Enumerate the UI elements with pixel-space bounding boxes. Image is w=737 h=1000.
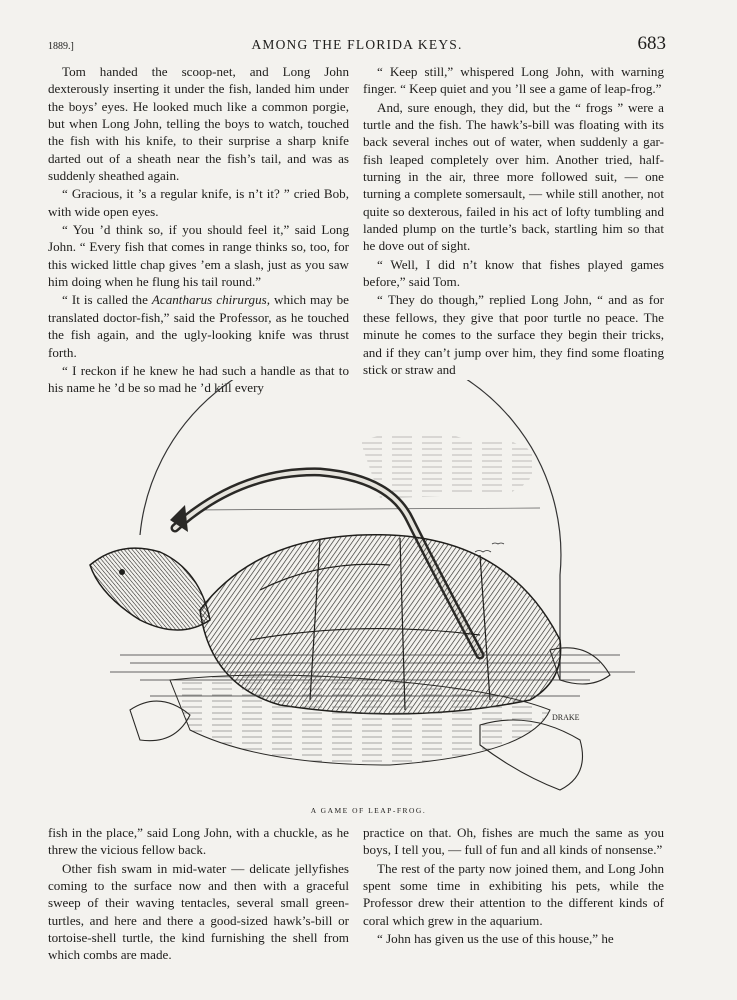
- running-header: [48, 34, 666, 60]
- page-number: 683: [637, 33, 666, 54]
- paragraph: Tom handed the scoop-net, and Long John dexterously inserting it under the fish, landed him under the boys’ eyes. He looked much like a common porgie, but when Long John, telling the boys to watch, touched the fish with his knife, to their surprise a sharp knife darted out of a sheath near the fish’s tail, and was as suddenly sheathed again.: [48, 64, 349, 184]
- figure-caption: A GAME OF LEAP-FROG.: [310, 806, 427, 815]
- paragraph: “ Keep still,” whispered Long John, with warning finger. “ Keep quiet and you ’ll see a game of leap-frog.”: [363, 64, 664, 97]
- paragraph: Other fish swam in mid-water — delicate jellyfishes coming to the surface now and then with a graceful sweep of their waving tentacles, several small green-turtles, and here and there a good-sized hawk’s-bill or tortoise-shell turtle, the kind furnishing the shell from which combs are made.: [48, 860, 349, 963]
- species-name: Acantharus chirurgus,: [151, 292, 271, 308]
- text-run: which may be translated doctor-fish,” said the Professor, as he touched the fish again, and the ugly-looking knife was thrust forth.: [48, 292, 349, 360]
- paragraph: [48, 291, 349, 360]
- paragraph: And, sure enough, they did, but the “ frogs ” were a turtle and the fish. The hawk’s-bill was floating with its back several inches out of water, when suddenly a gar-fish leaped completely over him. Another tried, half-turning in the air, three more followed suit, — one turning a complete somersault, — while still another, not quite so dexterous, failed in his act of lofty tumbling and landed plump on the turtle’s back, startling him so that he dove out of sight.: [363, 99, 664, 254]
- column-top-right: [363, 63, 664, 378]
- paragraph: “ Well, I did n’t know that fishes played games before,” said Tom.: [363, 256, 664, 290]
- illustration: [60, 380, 660, 800]
- paragraph: “ I reckon if he knew he had such a handle as that to his name he ’d be so mad he ’d kill every: [48, 362, 349, 396]
- column-bottom-left: [48, 824, 349, 964]
- column-bottom-right: [363, 824, 664, 947]
- paragraph: “ You ’d think so, if you should feel it,” said Long John. “ Every fish that comes in range thinks so, too, for this wicked little chap gives ’em a slash, just as you saw him doing when he flung his tail round.”: [48, 222, 349, 290]
- text-run: “ It is called the: [62, 292, 152, 308]
- turtle-and-garfish-engraving-icon: [60, 380, 660, 800]
- header-title: AMONG THE FLORIDA KEYS.: [251, 37, 463, 52]
- paragraph: “ Gracious, it ’s a regular knife, is n’t it? ” cried Bob, with wide open eyes.: [48, 186, 349, 219]
- paragraph: fish in the place,” said Long John, with a chuckle, as he threw the vicious fellow back.: [48, 825, 349, 858]
- paragraph: “ John has given us the use of this house,” he: [377, 931, 614, 947]
- paragraph: “ They do though,” replied Long John, “ and as for these fellows, they give that poor turtle no peace. The minute he comes to the surface they begin their tricks, and if they can’t jump over him, they find some floating stick or straw and: [363, 292, 664, 377]
- column-top-left: [48, 63, 349, 397]
- paragraph: practice on that. Oh, fishes are much the same as you boys, I tell you, — full of fun and all kinds of nonsense.”: [363, 825, 664, 858]
- artist-signature: DRAKE: [552, 713, 580, 722]
- paragraph: The rest of the party now joined them, and Long John spent some time in exhibiting his pets, while the Professor drew their attention to the different kinds of coral which grew in the aquarium.: [363, 860, 664, 928]
- header-date: 1889.]: [48, 41, 74, 52]
